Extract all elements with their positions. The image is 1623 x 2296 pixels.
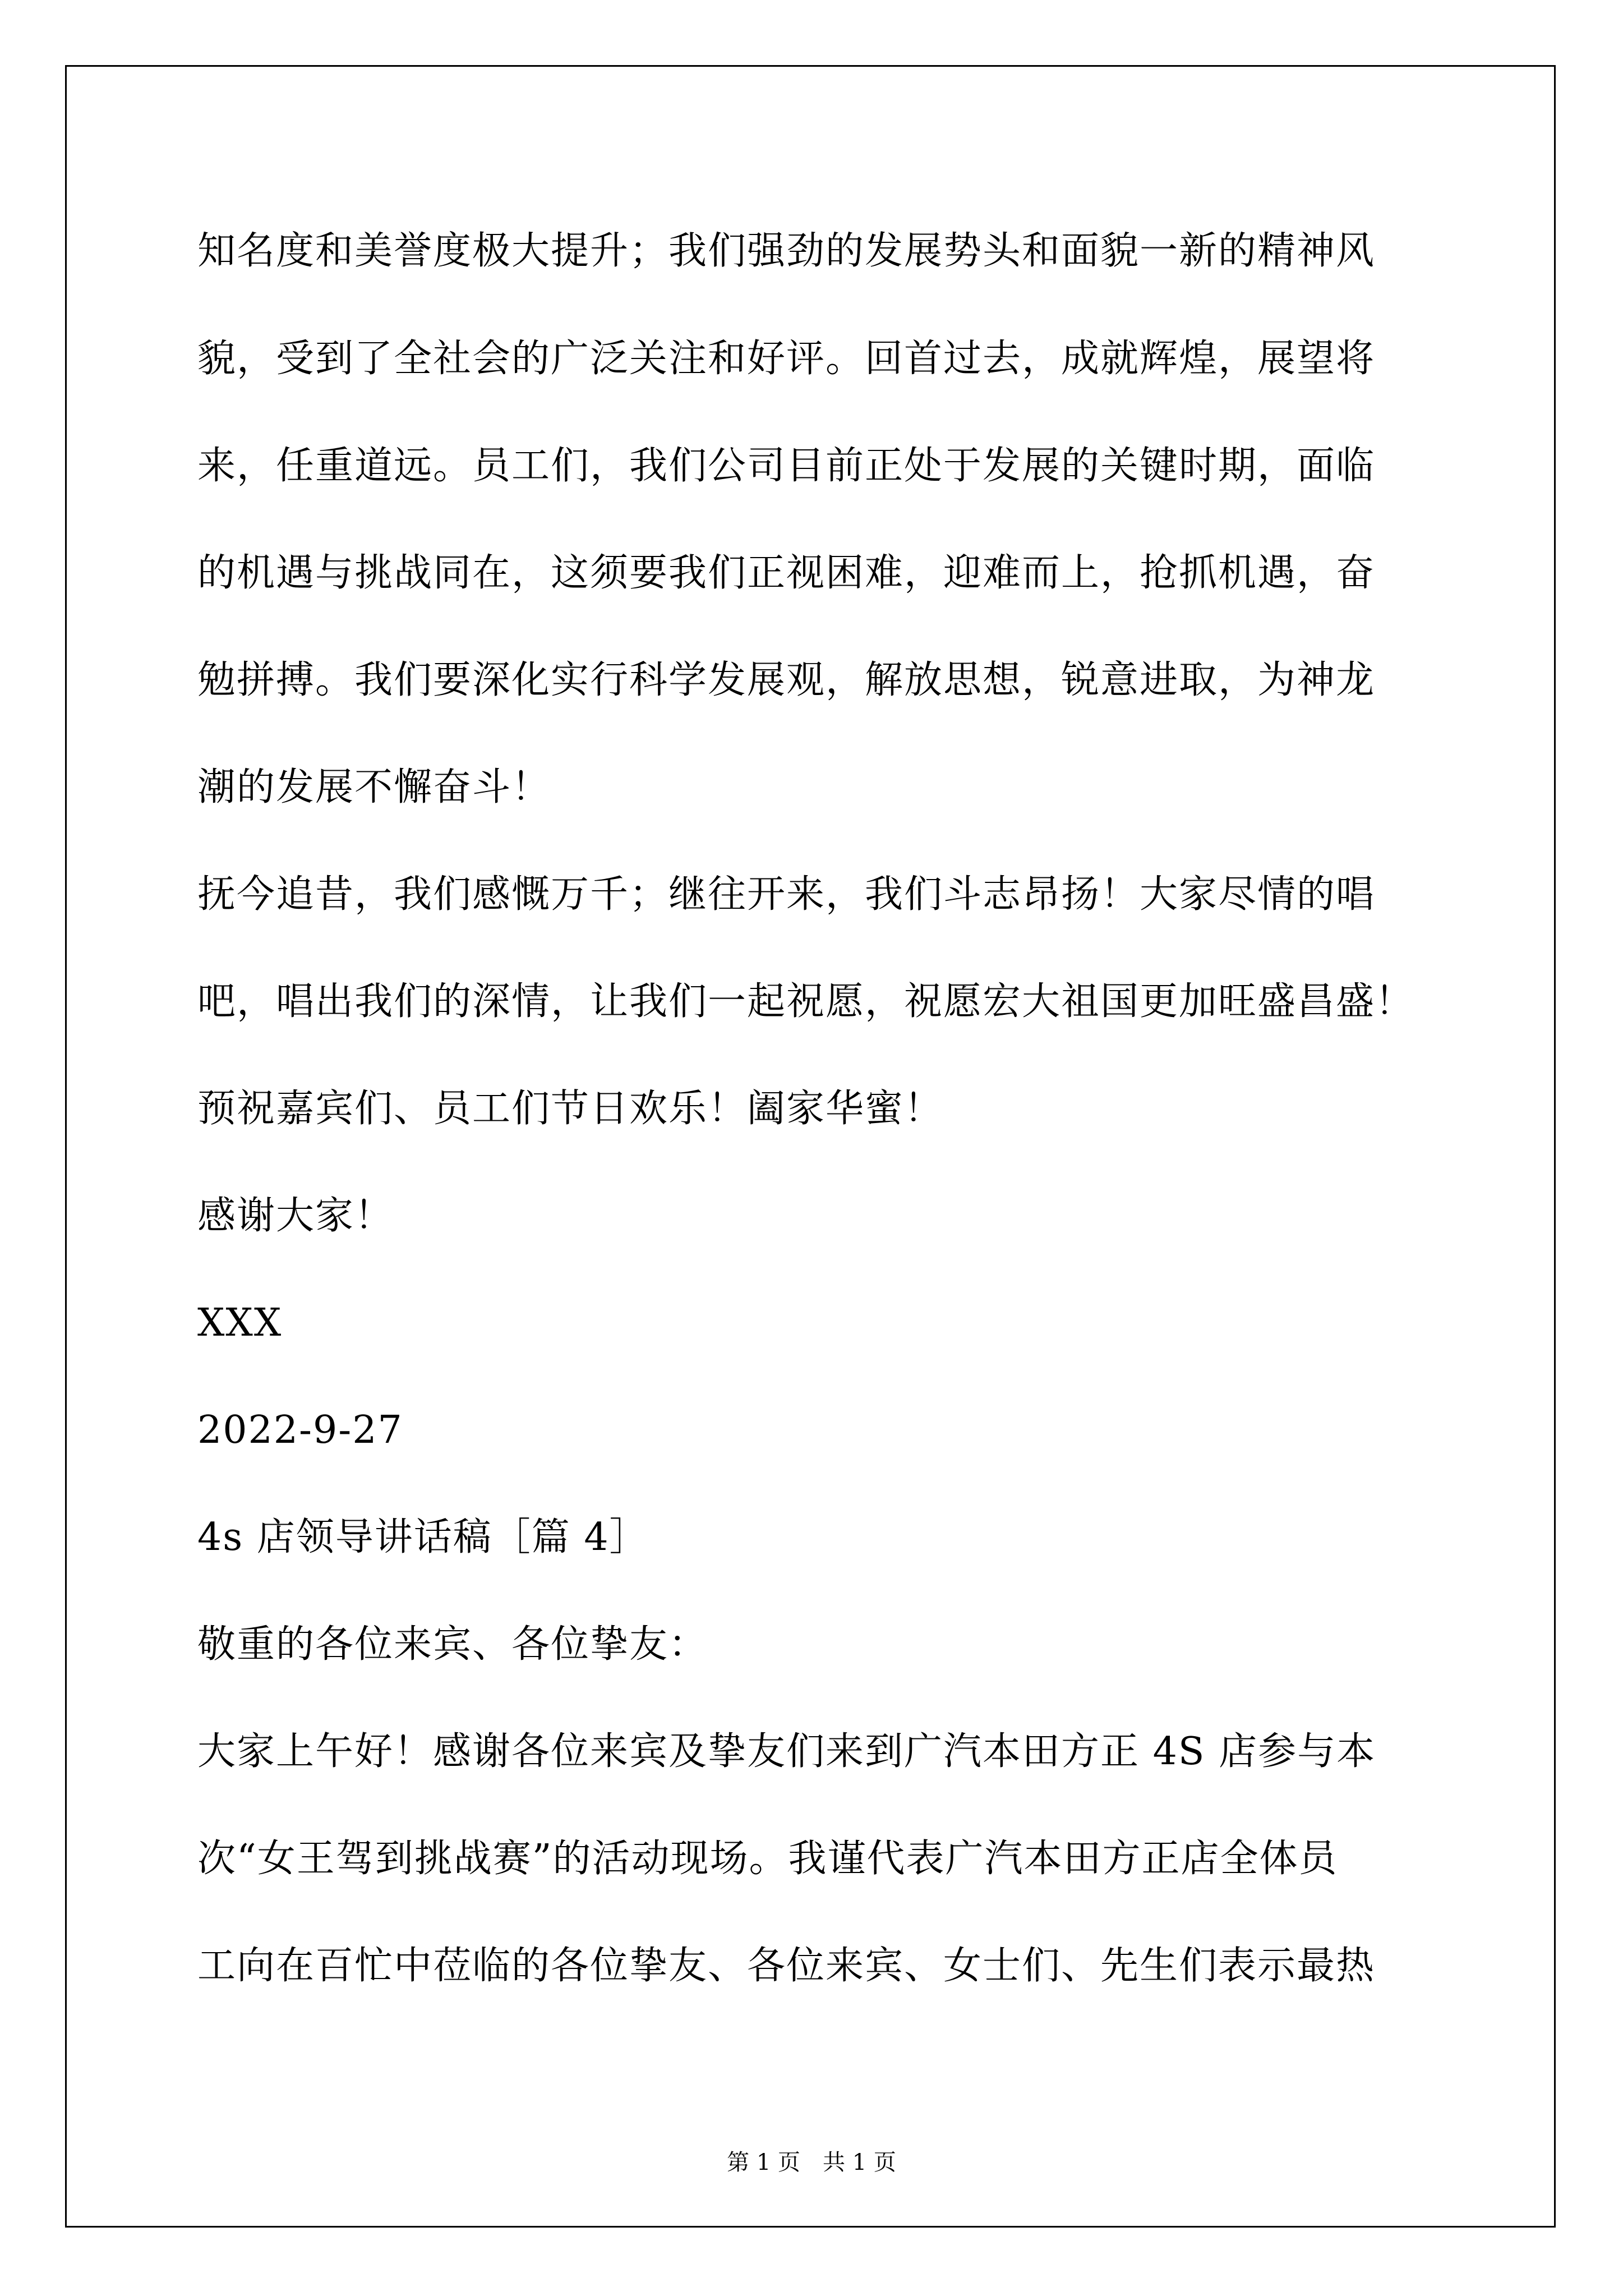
text-line: XXX — [197, 1301, 283, 1345]
text-line: 大家上午好！感谢各位来宾及挚友们来到广汽本田方正 4S 店参与本 — [197, 1729, 1376, 1774]
page-border — [65, 65, 1556, 2228]
text-line: 的机遇与挑战同在，这须要我们正视困难，迎难而上，抢抓机遇，奋 — [197, 551, 1376, 595]
text-line: 知名度和美誉度极大提升；我们强劲的发展势头和面貌一新的精神风 — [197, 229, 1376, 273]
text-line: 预祝嘉宾们、员工们节日欢乐！阖家华蜜！ — [197, 1087, 944, 1131]
text-line: 勉拼搏。我们要深化实行科学发展观，解放思想，锐意进取，为神龙 — [197, 658, 1376, 702]
text-line: 工向在百忙中莅临的各位挚友、各位来宾、女士们、先生们表示最热 — [197, 1944, 1376, 1988]
text-line: 2022-9-27 — [197, 1408, 403, 1452]
text-line: 次“女王驾到挑战赛”的活动现场。我谨代表广汽本田方正店全体员 — [197, 1837, 1338, 1881]
text-line: 潮的发展不懈奋斗！ — [197, 765, 551, 809]
section-heading: 4s 店领导讲话稿［篇 4］ — [197, 1515, 649, 1559]
text-line: 来，任重道远。员工们，我们公司目前正处于发展的关键时期，面临 — [197, 444, 1376, 488]
text-line: 抚今追昔，我们感慨万千；继往开来，我们斗志昂扬！大家尽情的唱 — [197, 872, 1376, 917]
text-line: 吧，唱出我们的深情，让我们一起祝愿，祝愿宏大祖国更加旺盛昌盛！ — [197, 979, 1415, 1024]
text-line: 感谢大家！ — [197, 1194, 394, 1238]
text-line: 貌，受到了全社会的广泛关注和好评。回首过去，成就辉煌，展望将 — [197, 337, 1376, 381]
page-footer: 第 1 页 共 1 页 — [727, 2150, 896, 2175]
salutation: 敬重的各位来宾、各位挚友： — [197, 1622, 708, 1667]
